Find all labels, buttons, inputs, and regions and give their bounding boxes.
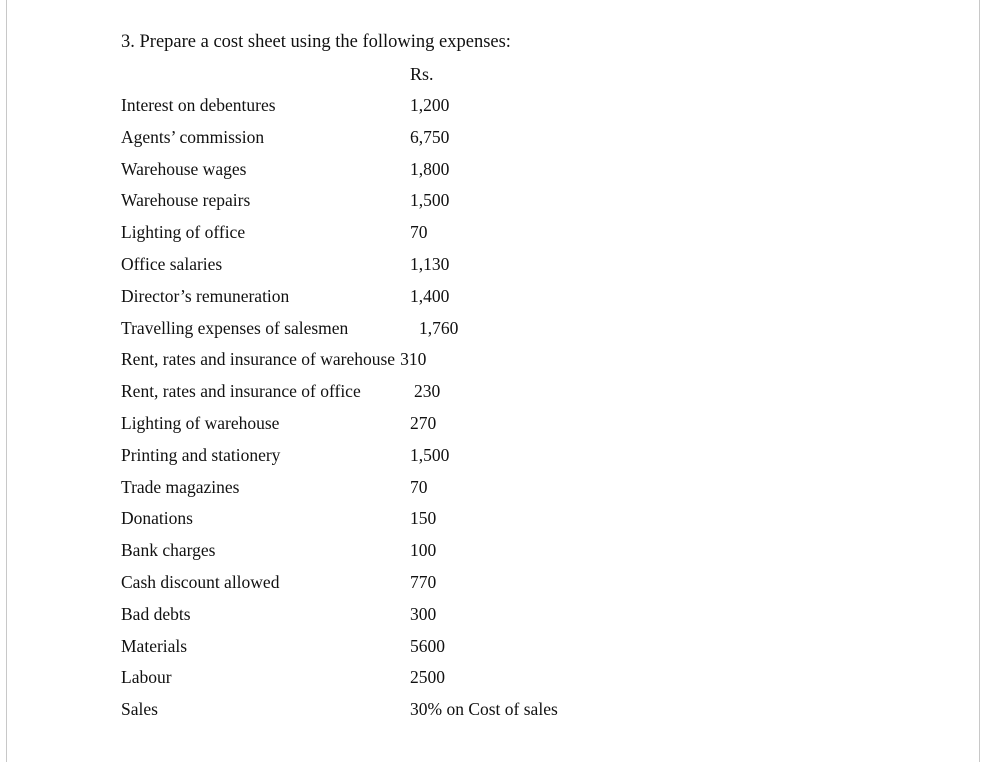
- expense-label: Rent, rates and insurance of office: [121, 381, 361, 402]
- expense-label: Warehouse wages: [121, 158, 247, 179]
- currency-header: Rs.: [410, 64, 434, 84]
- question-heading: 3. Prepare a cost sheet using the following expenses:: [121, 32, 511, 52]
- expense-row: [121, 187, 681, 219]
- expense-amount: 150: [410, 508, 437, 529]
- expense-row: [121, 219, 681, 251]
- expense-amount: 270: [410, 412, 437, 433]
- expense-row: [121, 664, 681, 696]
- expense-amount: 2500: [410, 667, 445, 688]
- expense-amount: 1,200: [410, 95, 450, 115]
- expense-label: Director’s remuneration: [121, 285, 290, 306]
- expense-label: Cash discount allowed: [121, 571, 280, 592]
- expense-amount: 6,750: [410, 126, 450, 147]
- expense-row: [121, 124, 681, 156]
- expense-amount: 1,800: [410, 158, 450, 179]
- expense-amount: 70: [410, 476, 428, 497]
- expense-amount: 310: [400, 349, 427, 370]
- expense-label: Materials: [121, 635, 188, 656]
- expense-row: [121, 601, 681, 633]
- expense-label: Agents’ commission: [121, 126, 265, 147]
- expense-label: Rent, rates and insurance of warehouse: [121, 349, 396, 370]
- expense-row: [121, 410, 681, 442]
- expense-row: [121, 346, 681, 378]
- expense-label: Office salaries: [121, 253, 223, 274]
- expense-row: [121, 315, 681, 347]
- expense-row: [121, 537, 681, 569]
- expense-list: [121, 92, 681, 728]
- expense-row: [121, 696, 681, 728]
- document-page: [6, 0, 980, 762]
- expense-amount: 1,500: [410, 190, 450, 211]
- expense-label: Trade magazines: [121, 476, 240, 497]
- expense-row: [121, 378, 681, 410]
- expense-row: [121, 442, 681, 474]
- expense-amount: 100: [410, 540, 437, 561]
- expense-label: Sales: [121, 699, 158, 720]
- expense-row: [121, 505, 681, 537]
- expense-amount: 770: [410, 571, 437, 592]
- expense-label: Lighting of warehouse: [121, 412, 280, 433]
- expense-row: [121, 569, 681, 601]
- expense-label: Bank charges: [121, 540, 216, 561]
- expense-amount: 230: [414, 381, 441, 402]
- expense-row: [121, 92, 681, 124]
- expense-row: [121, 474, 681, 506]
- expense-label: Printing and stationery: [121, 444, 281, 465]
- expense-label: Labour: [121, 667, 172, 688]
- expense-label: Bad debts: [121, 603, 191, 624]
- expense-label: Donations: [121, 508, 193, 529]
- expense-amount: 70: [410, 222, 428, 243]
- expense-amount: 1,400: [410, 285, 450, 306]
- expense-amount: 1,500: [410, 444, 450, 465]
- expense-label: Lighting of office: [121, 222, 246, 243]
- expense-amount: 5600: [410, 635, 445, 656]
- expense-amount: 1,760: [419, 317, 459, 338]
- expense-label: Interest on debentures: [121, 95, 276, 115]
- expense-label: Travelling expenses of salesmen: [121, 317, 349, 338]
- expense-amount: 30% on Cost of sales: [410, 699, 558, 720]
- expense-row: [121, 251, 681, 283]
- expense-label: Warehouse repairs: [121, 190, 251, 211]
- expense-amount: 300: [410, 603, 437, 624]
- expense-row: [121, 156, 681, 188]
- expense-row: [121, 633, 681, 665]
- expense-amount: 1,130: [410, 253, 450, 274]
- expense-row: [121, 283, 681, 315]
